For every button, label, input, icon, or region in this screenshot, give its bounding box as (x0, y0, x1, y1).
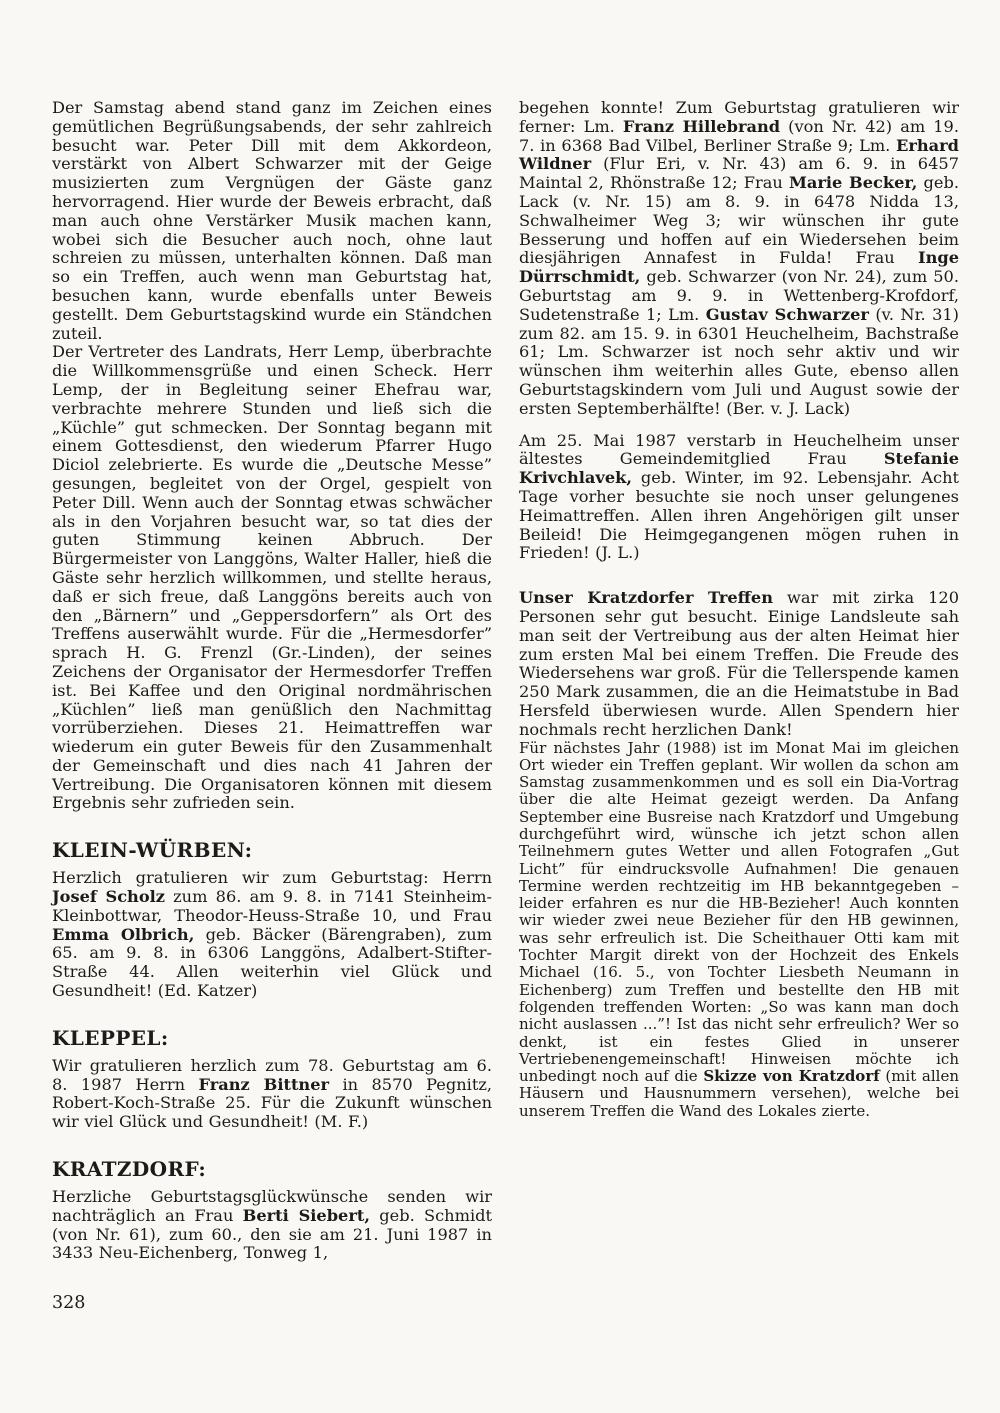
section-heading: KRATZDORF: (52, 1157, 207, 1182)
paragraph (52, 343, 492, 813)
paragraph (519, 432, 959, 564)
text-run: (v. Nr. 31) zum 82. am 15. 9. in 6301 Heuchelheim, Bachstraße 61; Lm. Schwarzer ist noch sehr aktiv und wir wünschen ihm weiterhin alles Gute, ebenso allen Geburtstagskindern vom Juli und August sowie der ersten Septemberhälfte! (Ber. v. J. Lack) (519, 304, 959, 418)
paragraph (52, 1188, 492, 1263)
text-run: Für nächstes Jahr (1988) ist im Monat Mai im gleichen Ort wieder ein Treffen geplant. Wir wollen da schon am Samstag zusammenkommen und es soll ein Dia-Vortrag über die alte Heimat gezeigt werden. Da Anfang September eine Busreise nach Kratzdorf und Umgebung durchgeführt wird, wünsche ich jetzt schon allen Teilnehmern gutes Wetter und allen Fotografen „Gut Licht” für eindrucksvolle Aufnahmen! Die genauen Termine werden rechtzeitig im HB bekanntgegeben – leider erfahren es nur die HB-Bezieher! Auch konnten wir wieder zwei neue Bezieher für den HB gewinnen, was sehr erfreulich ist. Die Scheithauer Otti kam mit Tochter Margit direkt von der Hochzeit des Enkels Michael (16. 5., von Tochter Liesbeth Neumann in Eichenberg) zum Treffen und bestellte den HB mit folgenden treffenden Worten: „So was kann man doch nicht auslassen ...”! Ist das nicht sehr erfreulich? Wer so denkt, ist ein festes Glied in unserer Vertriebenengemeinschaft! Hinweisen möchte ich unbedingt noch auf die (519, 738, 959, 1086)
section-heading: KLEPPEL: (52, 1025, 169, 1050)
text-run: Der Vertreter des Landrats, Herr Lemp, überbrachte die Willkommensgrüße und einen Scheck. Herr Lemp, der in Begleitung seiner Ehefrau war, verbrachte mehrere Stunden und ließ sich die „Küchle” gut schmecken. Der Sonntag begann mit einem Gottesdienst, den wiederum Pfarrer Hugo Diciol zelebrierte. Es wurde die „Deutsche Messe” gesungen, begleitet von der Orgel, gespielt von Peter Dill. Wenn auch der Sonntag etwas schwächer als in den Vorjahren besucht war, so tat dies der guten Stimmung keinen Abbruch. Der Bürgermeister von Langgöns, Walter Haller, hieß die Gäste sehr herzlich willkommen, und stellte heraus, daß er sich freue, daß Langgöns bereits auch von den „Bärnern” und „Geppersdorfern” als Ort des Treffens auserwählt wurde. Für die „Hermesdorfer” sprach H. G. Frenzl (Gr.-Linden), der seines Zeichens der Organisator der Hermesdorfer Treffen ist. Bei Kaffee und den Original nordmährischen „Küchlen” ließ man genüßlich den Nachmittag vorrüberziehen. Dieses 21. Heimattreffen war wiederum ein guter Beweis für den Zusammenhalt der Gemeinschaft und dies nach 41 Jahren der Vertreibung. Die Organisatoren können mit diesem Ergebnis sehr zufrieden sein. (52, 342, 492, 813)
paragraph (519, 589, 959, 739)
text-run: Der Samstag abend stand ganz im Zeichen eines gemütlichen Begrüßungsabends, der sehr zahlreich besucht war. Peter Dill mit dem Akkordeon, verstärkt von Albert Schwarzer mit der Geige musizierten zum Vergnügen der Gäste ganz hervorragend. Hier wurde der Beweis erbracht, daß man auch ohne Verstärker Musik machen kann, wobei sich die Besucher auch noch, ohne laut schreien zu müssen, unterhalten können. Daß man so ein Treffen, auch wenn man Geburtstag hat, besuchen kann, wurde ebenfalls unter Beweis gestellt. Dem Geburtstagskind wurde ein Ständchen zuteil. (52, 98, 492, 343)
bold-text-run: Gustav Schwarzer (705, 304, 869, 324)
bold-text-run: Marie Becker, (788, 173, 918, 193)
text-run: geb. Bäcker (Bärengraben), zum 65. am 9. 8. in 6306 Langgöns, Adalbert-Stifter-Straße 44. Allen weiterhin viel Glück und Gesundheit! (Ed. Katzer) (52, 924, 492, 1001)
paragraph (52, 869, 492, 1001)
bold-text-run: Skizze von Kratzdorf (703, 1067, 880, 1086)
left-column (52, 99, 492, 1263)
bold-text-run: Stefanie Krivchlavek, (519, 449, 959, 488)
bold-text-run: Emma Olbrich, (52, 924, 195, 944)
right-column (519, 99, 959, 1263)
bold-text-run: Josef Scholz (52, 887, 165, 907)
paragraph (52, 99, 492, 343)
paragraph (52, 1057, 492, 1132)
bold-text-run: Unser Kratzdorfer Treffen (519, 588, 774, 608)
paragraph (519, 740, 959, 1121)
text-run: (mit allen Häusern und Hausnummern versehen), welche bei unserem Treffen die Wand des Lokales zierte. (519, 1067, 959, 1120)
text-run: in 8570 Pegnitz, Robert-Koch-Straße 25. Für die Zukunft wünschen wir viel Glück und Gesundheit! (M. F.) (52, 1074, 493, 1132)
bold-text-run: Franz Bittner (198, 1074, 330, 1094)
text-run: geb. Schwarzer (von Nr. 24), zum 50. Geburtstag am 9. 9. in Wettenberg-Krofdorf, Sudetenstraße 1; Lm. (519, 267, 959, 324)
text-run: Am 25. Mai 1987 verstarb in Heuchelheim unser ältestes Gemeindemitglied Frau (519, 430, 959, 469)
text-run: zum 86. am 9. 8. in 7141 Steinheim-Kleinbottwar, Theodor-Heuss-Straße 10, und Frau (52, 887, 492, 925)
text-run: geb. Winter, im 92. Lebensjahr. Acht Tage vorher besuchte sie noch unser gelungenes Heimattreffen. Allen ihren Angehörigen gilt unser Beileid! Die Heimgegangenen mögen ruhen in Frieden! (J. L.) (519, 468, 959, 563)
text-run: (von Nr. 42) am 19. 7. in 6368 Bad Vilbel, Berliner Straße 9; Lm. (519, 116, 960, 155)
text-run: war mit zirka 120 Personen sehr gut besucht. Einige Landsleute sah man seit der Vertreibung aus der alten Heimat hier zum ersten Mal bei einem Treffen. Die Freude des Wiedersehens war groß. Für die Tellerspende kamen 250 Mark zusammen, die an die Heimatstube in Bad Hersfeld überwiesen wurde. Allen Spendern hier nochmals recht herzlichen Dank! (519, 588, 960, 739)
bold-text-run: Erhard Wildner (519, 135, 959, 174)
text-run: (Flur Eri, v. Nr. 43) am 6. 9. in 6457 Maintal 2, Rhönstraße 12; Frau (519, 154, 959, 193)
bold-text-run: Inge Dürrschmidt, (519, 248, 959, 287)
text-run: Herzlich gratulieren wir zum Geburtstag: Herrn (52, 868, 492, 888)
page-number: 328 (52, 1293, 86, 1313)
bold-text-run: Berti Siebert, (242, 1205, 370, 1225)
text-run: begehen konnte! Zum Geburtstag gratulieren wir ferner: Lm. (519, 98, 959, 136)
text-run: Wir gratulieren herzlich zum 78. Geburtstag am 6. 8. 1987 Herrn (52, 1055, 492, 1094)
text-run: geb. Schmidt (von Nr. 61), zum 60., den sie am 21. Juni 1987 in 3433 Neu-Eichenberg, Tonweg 1, (52, 1205, 493, 1263)
text-run: geb. Lack (v. Nr. 15) am 8. 9. in 6478 Nidda 13, Schwalheimer Weg 3; wir wünschen ihr gute Besserung und hoffen auf ein Wiedersehen beim diesjährigen Annafest in Fulda! Frau (519, 173, 959, 268)
paragraph (519, 99, 959, 419)
text-run: Herzliche Geburtstagsglückwünsche senden wir nachträglich an Frau (52, 1187, 492, 1225)
two-column-text-area (52, 99, 959, 1263)
section-heading: KLEIN-WÜRBEN: (52, 838, 253, 863)
bold-text-run: Franz Hillebrand (622, 116, 781, 136)
